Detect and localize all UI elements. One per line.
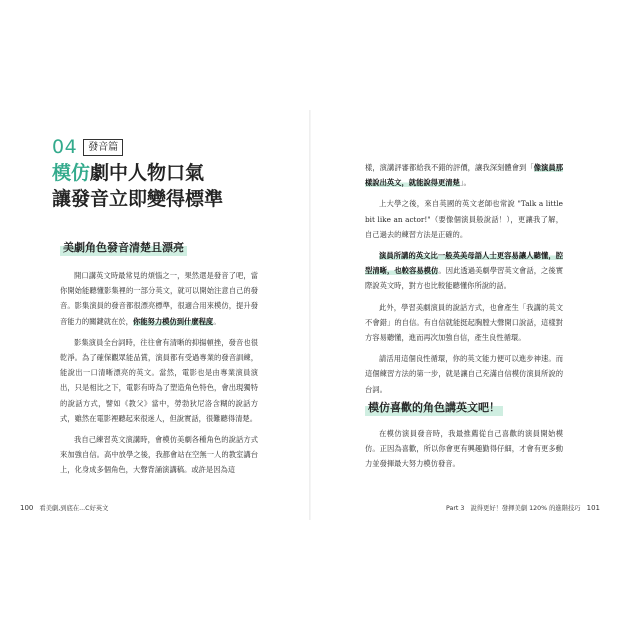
right-body-text-top [365, 160, 563, 403]
body-paragraph [365, 300, 563, 346]
body-paragraph [365, 196, 563, 242]
running-title: 看美劇,到底在...C好英文 [39, 505, 109, 512]
page-number-right: 101 [586, 504, 600, 512]
paragraph-tail: 」。 [459, 178, 471, 188]
body-paragraph [365, 351, 563, 397]
page-number-left: 100 [20, 504, 34, 512]
section-heading-right: 模仿喜歡的角色講英文吧！ [365, 398, 503, 416]
body-paragraph [365, 248, 563, 294]
paragraph-text: 樣，演講評審都給我不錯的評價，讓我深刻體會到「 [365, 163, 534, 172]
body-paragraph [60, 268, 258, 329]
paragraph-text: 上大學之後，來自英國的英文老師也常說 "Talk a little bit like an actor!"（要像個演員般說話！），更讓我了解，自己過去的練習方法是正確的。 [365, 199, 563, 239]
part-label: Part 3 [445, 505, 465, 512]
section-heading-left: 美劇角色發音清楚且漂亮 [60, 238, 187, 256]
chapter-header [52, 136, 123, 158]
title-rest: 劇中人物口氣 [90, 162, 205, 184]
paragraph-text: 影集演員全台詞時，往往會有清晰的抑揚頓挫，發音也很乾淨。為了確保觀眾能品賞，演員都有受過專業的發音訓練，能說出一口清晰漂亮的英文。當然，電影也是由專業演員演出，只是相比之下，電影有時為了塑造角色特色，會出現獨特的說話方式，譬如《教父》當中，勞勃狄尼洛含糊的說話方式，雖然在電影裡聽起來很迷人，但說實話，很難聽得清楚。 [60, 337, 258, 423]
footer-left [20, 503, 108, 512]
paragraph-tail: 。 [213, 316, 221, 326]
right-body-text-bottom [365, 426, 563, 478]
body-paragraph [60, 432, 258, 478]
paragraph-text: 此外，學習美劇演員的說話方式，也會產生「我講的英文不會錯」的自信。有自信就能挺起胸膛大聲開口說話，這樣對方容易聽懂，進而再次加強自信，產生良性循環。 [365, 302, 563, 343]
chapter-title [52, 160, 223, 212]
chapter-tag: 發音篇 [83, 139, 123, 156]
paragraph-text: 開口講英文時最常見的煩惱之一，果然還是發音了吧，當你開始能聽懂影集裡的一部分英文，就可以開始注意自己的發音。影集演員的發音都很漂亮標準，很適合用來模仿，提升發音能力的關鍵就在於， [60, 271, 258, 326]
body-paragraph [60, 335, 258, 426]
part-title: 說得更好！發揮美劇 120% 的進階技巧 [470, 505, 581, 512]
body-paragraph [365, 426, 563, 472]
body-paragraph [365, 160, 563, 190]
highlighted-phrase: 你能努力模仿到什麼程度 [132, 316, 214, 326]
paragraph-text: 請活用這個良性循環，你的英文能力便可以進步神速。而這個練習方法的第一步，就是讓自己充滿自信模仿演員所說的台詞。 [365, 354, 563, 394]
title-line-2: 讓發音立即變得標準 [52, 188, 224, 210]
paragraph-tail: 。因此透過美劇學習英文會話，之後實際說英文時，對方也比較能聽懂你所說的話。 [365, 266, 564, 291]
title-accent: 模仿 [52, 162, 91, 184]
title-line-1 [52, 160, 223, 186]
footer-right [446, 503, 600, 512]
left-body-text [60, 268, 258, 484]
highlighted-phrase: 演員所講的英文比一般英美母語人士更容易讓人聽懂，腔型清晰，也較容易模仿 [365, 251, 563, 276]
chapter-number: 04 [52, 136, 78, 158]
paragraph-text: 在模仿演員發音時，我最推薦從自己喜歡的演員開始模仿。正因為喜歡，所以你會更有興趣勤得仔細，才會有更多動力並發揮最大努力模仿發音。 [365, 429, 563, 469]
highlighted-phrase: 像演員那樣說出英文，就能說得更清楚 [365, 163, 564, 188]
paragraph-text: 我自己練習英文演講時，會模仿美劇各種角色的說話方式來加強自信。高中放學之後，我都會站在空無一人的教室講台上，化身成多個角色，大聲背誦演講稿。或許是因為這 [60, 435, 258, 475]
